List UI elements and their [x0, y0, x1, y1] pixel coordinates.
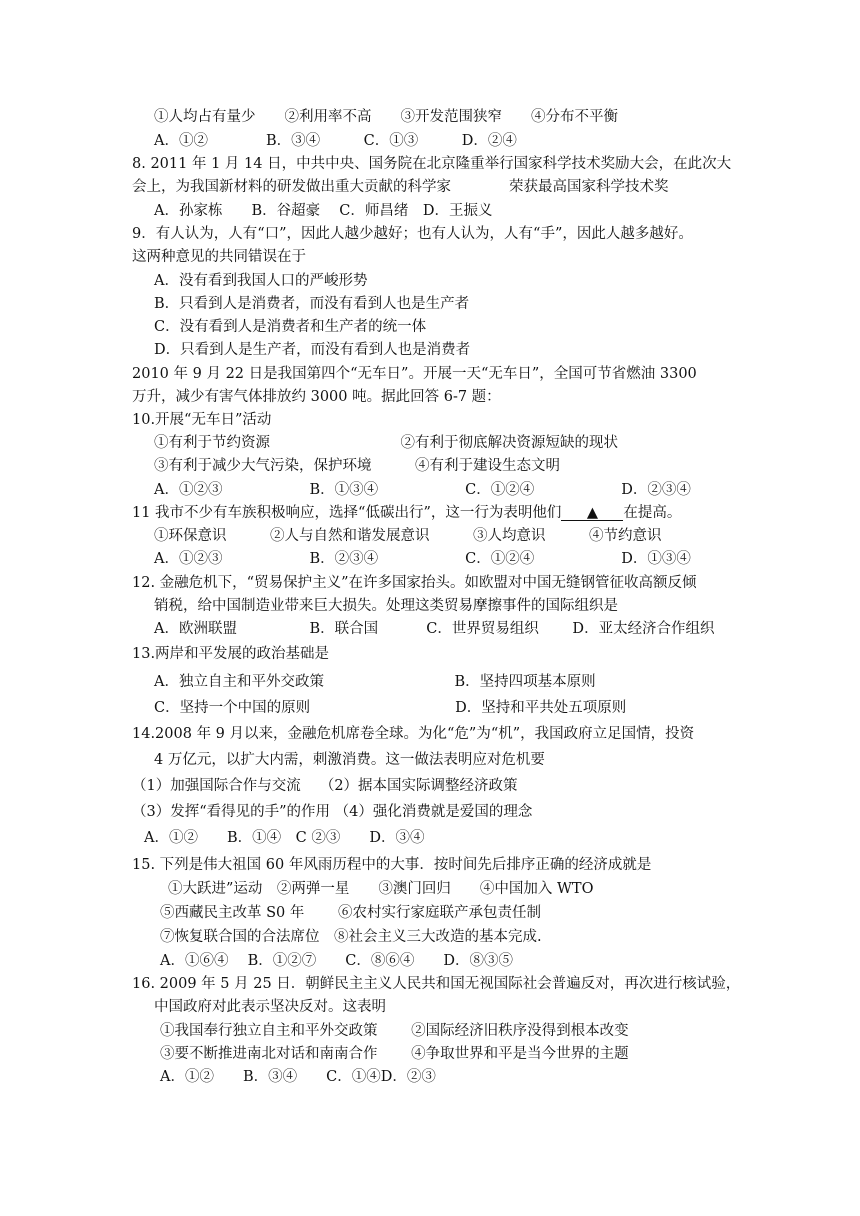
q15-choices — [160, 952, 513, 970]
q12-choices — [154, 620, 715, 638]
q16-stem — [132, 975, 740, 993]
text-line: 万升，减少有害气体排放约 3000 吨。据此回答 6-7 题： — [132, 389, 501, 405]
text-line: （3）发挥“看得见的手”的作用 （4）强化消费就是爱国的理念 — [132, 804, 533, 820]
text-line: A．①② B．③④ C．①④D．②③ — [160, 1069, 436, 1085]
q9-choice-d — [154, 341, 470, 359]
text-line: 12. 金融危机下，“贸易保护主义”在许多国家抬头。如欧盟对中国无缝钢管征收高额反倾 — [132, 575, 697, 591]
q8-choices — [154, 202, 492, 220]
q9-choice-c — [154, 318, 426, 336]
q11-stem — [132, 504, 681, 522]
text-line: 14.2008 年 9 月以来，金融危机席卷全球。为化“危”为“机”，我国政府立足国情，投资 — [132, 726, 695, 742]
text-line: ①人均占有量少 ②利用率不高 ③开发范围狭窄 ④分布不平衡 — [154, 109, 618, 125]
q9-choice-a — [154, 272, 367, 290]
text-line: 4 万亿元，以扩大内需，刺激消费。这一做法表明应对危机要 — [154, 752, 545, 768]
text-line: A．欧洲联盟 B．联合国 C．世界贸易组织 D．亚太经济合作组织 — [154, 621, 715, 637]
text-line: ①有利于节约资源 ②有利于彻底解决资源短缺的现状 — [154, 435, 618, 451]
q15-options-3 — [160, 928, 542, 946]
q13-choices-2 — [154, 699, 626, 717]
text-line: A．①② B．③④ C．①③ D．②④ — [154, 133, 517, 149]
q8-stem-cont — [132, 178, 669, 196]
material-intro-cont — [132, 388, 501, 406]
q10-options-1 — [154, 434, 618, 452]
text-line: ①环保意识 ②人与自然和谐发展意识 ③人均意识 ④节约意识 — [154, 528, 662, 544]
text-line: A．①⑥④ B．①②⑦ C．⑧⑥④ D．⑧③⑤ — [160, 953, 513, 969]
q8-stem — [132, 155, 731, 173]
text-line: D．只看到人是生产者，而没有看到人也是消费者 — [154, 342, 471, 358]
text-line: ①我国奉行独立自主和平外交政策 ②国际经济旧秩序没得到根本改变 — [160, 1023, 629, 1039]
text-line: ⑦恢复联合国的合法席位 ⑧社会主义三大改造的基本完成. — [160, 929, 542, 945]
q7-choices — [154, 132, 517, 150]
text-line: A．孙家栋 B．谷超豪 C．师昌绪 D．王振义 — [154, 203, 493, 219]
text-line: B．只看到人是消费者，而没有看到人也是生产者 — [154, 296, 470, 312]
q12-stem — [132, 574, 697, 592]
text-line: ③要不断推进南北对话和南南合作 ④争取世界和平是当今世界的主题 — [160, 1046, 629, 1062]
text-line: C．没有看到人是消费者和生产者的统一体 — [154, 319, 427, 335]
text-line: A．①②③ B．②③④ C．①②④ D．①③④ — [154, 551, 691, 567]
material-intro — [132, 365, 697, 383]
q15-stem — [132, 856, 651, 874]
q14-options-2 — [132, 803, 532, 821]
text-line: ⑤西藏民主改革 S0 年 ⑥农村实行家庭联产承包责任制 — [160, 905, 541, 921]
text-line: 中国政府对此表示坚决反对。这表明 — [154, 999, 386, 1015]
q11-options — [154, 527, 662, 545]
text-line: A．独立自主和平外交政策 B．坚持四项基本原则 — [154, 674, 596, 690]
q9-stem-cont — [132, 248, 306, 266]
text-line: 会上，为我国新材料的研发做出重大贡献的科学家 荣获最高国家科学技术奖 — [132, 179, 669, 195]
q16-choices — [160, 1068, 436, 1086]
text-line: ①大跃进”运动 ②两弹一星 ③澳门回归 ④中国加入 WTO — [168, 881, 594, 897]
text-line: A．①② B．①④ C ②③ D．③④ — [144, 830, 425, 846]
text-line: ③有利于减少大气污染，保护环境 ④有利于建设生态文明 — [154, 458, 560, 474]
q13-stem — [132, 645, 329, 663]
text-line: 这两种意见的共同错误在于 — [132, 249, 306, 265]
text-line: 13.两岸和平发展的政治基础是 — [132, 646, 330, 662]
q10-choices — [154, 481, 691, 499]
text-line: A．①②③ B．①③④ C．①②④ D．②③④ — [154, 482, 691, 498]
text-line: 10.开展“无车日”活动 — [132, 412, 272, 428]
q10-options-2 — [154, 457, 560, 475]
q11-choices — [154, 550, 691, 568]
q14-choices — [144, 829, 424, 847]
q12-stem-cont — [154, 597, 618, 615]
answer-blank: ▲ — [561, 506, 623, 521]
q16-options-2 — [160, 1045, 629, 1063]
q16-stem-cont — [154, 998, 386, 1016]
q13-choices-1 — [154, 673, 596, 691]
text-line: 在提高。 — [623, 505, 682, 521]
text-line: 销税，给中国制造业带来巨大损失。处理这类贸易摩擦事件的国际组织是 — [154, 598, 618, 614]
text-line: 11 我市不少有车族积极响应，选择“低碳出行”，这一行为表明他们 — [132, 505, 562, 521]
text-line: A．没有看到我国人口的严峻形势 — [154, 273, 368, 289]
q15-options-2 — [160, 904, 541, 922]
q7-options — [154, 108, 618, 126]
q14-stem-cont — [154, 751, 545, 769]
text-line: 9．有人认为，人有“口”，因此人越少越好；也有人认为，人有“手”，因此人越多越好。 — [132, 226, 693, 242]
text-line: 15. 下列是伟大祖国 60 年风雨历程中的大事．按时间先后排序正确的经济成就是 — [132, 857, 652, 873]
text-line: 2010 年 9 月 22 日是我国第四个“无车日”。开展一天“无车日”，全国可节省燃油 3300 — [132, 366, 697, 382]
q9-choice-b — [154, 295, 469, 313]
q10-stem — [132, 411, 271, 429]
text-line: 16. 2009 年 5 月 25 日．朝鲜民主主义人民共和国无视国际社会普遍反对，再次进行核试验， — [132, 976, 741, 992]
q9-stem — [132, 225, 693, 243]
q15-options-1 — [168, 880, 593, 898]
text-line: C．坚持一个中国的原则 D．坚持和平共处五项原则 — [154, 700, 627, 716]
text-line: （1）加强国际合作与交流 （2）据本国实际调整经济政策 — [132, 778, 518, 794]
text-line: 8. 2011 年 1 月 14 日，中共中央、国务院在北京隆重举行国家科学技术奖励大会，在此次大 — [132, 156, 732, 172]
q16-options-1 — [160, 1022, 629, 1040]
q14-options-1 — [132, 777, 518, 795]
q14-stem — [132, 725, 694, 743]
